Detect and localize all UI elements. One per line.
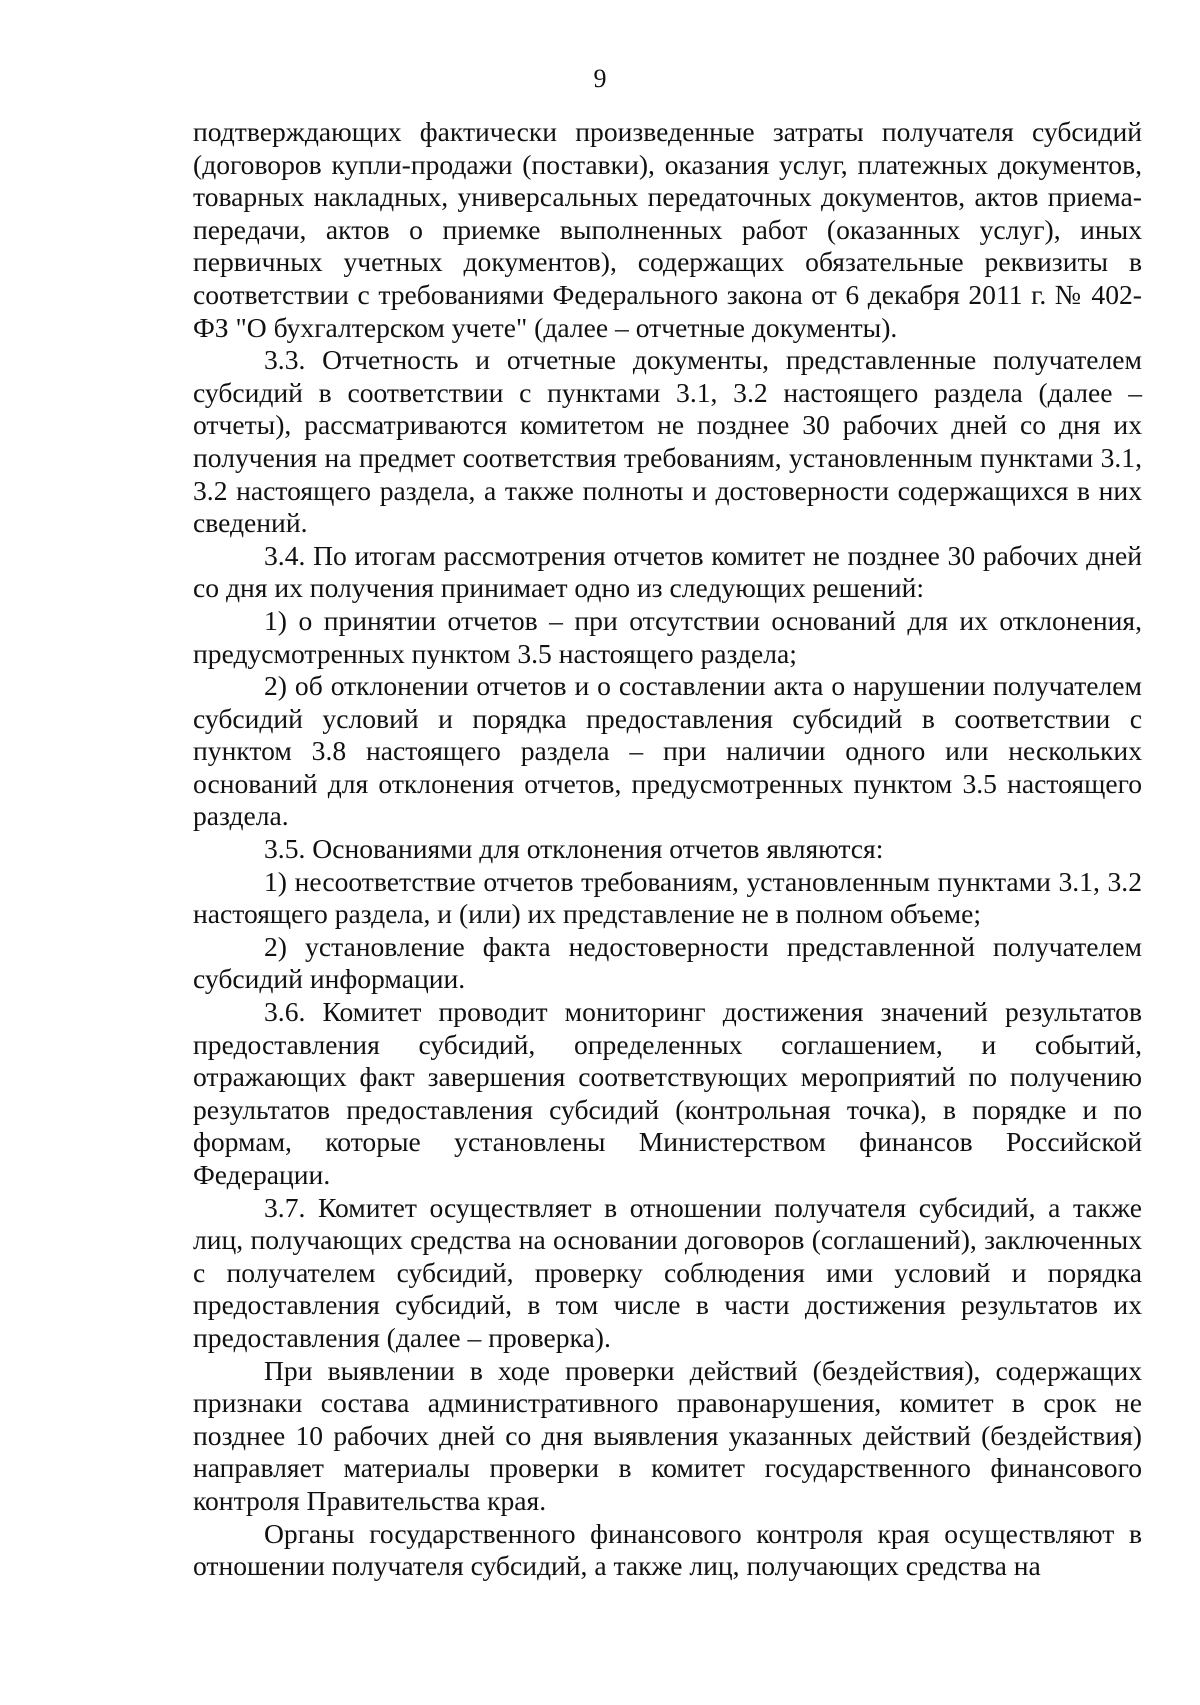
paragraph-3-7-violations: При выявлении в ходе проверки действий (бездействия), содержащих признаки состава административного правонарушения, комитет в срок не позднее 10 рабочих дней со дня выявления указанных действий (бездействия) направляет материалы проверки в комитет государственного финансового контроля Правительства края.: [193, 1354, 1142, 1516]
paragraph-continuation: подтверждающих фактически произведенные затраты получателя субсидий (договоров купли-продажи (поставки), оказания услуг, платежных документов, товарных накладных, универсальных передаточных документов, актов приема-передачи, актов о приемке выполненных работ (оказанных услуг), иных первичных учетных документов), содержащих обязательные реквизиты в соответствии с требованиями Федерального закона от 6 декабря 2011 г. № 402-ФЗ "О бухгалтерском учете" (далее – отчетные документы).: [193, 116, 1142, 343]
paragraph-3-4-item-2: 2) об отклонении отчетов и о составлении акта о нарушении получателем субсидий условий и порядка предоставления субсидий в соответствии с пунктом 3.8 настоящего раздела – при наличии одного или нескольких оснований для отклонения отчетов, предусмотренных пунктом 3.5 настоящего раздела.: [193, 670, 1142, 832]
paragraph-3-4: 3.4. По итогам рассмотрения отчетов комитет не позднее 30 рабочих дней со дня их получения принимает одно из следующих решений:: [193, 539, 1142, 604]
paragraph-3-5-item-2: 2) установление факта недостоверности представленной получателем субсидий информации.: [193, 930, 1142, 995]
paragraph-3-3: 3.3. Отчетность и отчетные документы, представленные получателем субсидий в соответствии с пунктами 3.1, 3.2 настоящего раздела (далее – отчеты), рассматриваются комитетом не позднее 30 рабочих дней со дня их получения на предмет соответствия требованиям, установленным пунктами 3.1, 3.2 настоящего раздела, а также полноты и достоверности содержащихся в них сведений.: [193, 344, 1142, 539]
paragraph-3-5-item-1: 1) несоответствие отчетов требованиям, установленным пунктами 3.1, 3.2 настоящего раздела, и (или) их представление не в полном объеме;: [193, 865, 1142, 930]
paragraph-3-6: 3.6. Комитет проводит мониторинг достижения значений результатов предоставления субсидий, определенных соглашением, и событий, отражающих факт завершения соответствующих мероприятий по получению результатов предоставления субсидий (контрольная точка), в порядке и по формам, которые установлены Министерством финансов Российской Федерации.: [193, 996, 1142, 1190]
paragraph-3-7: 3.7. Комитет осуществляет в отношении получателя субсидий, а также лиц, получающих средства на основании договоров (соглашений), заключенных с получателем субсидий, проверку соблюдения ими условий и порядка предоставления субсидий, в том числе в части достижения результатов их предоставления (далее – проверка).: [193, 1191, 1142, 1353]
document-body: [193, 116, 1142, 1583]
paragraph-3-4-item-1: 1) о принятии отчетов – при отсутствии оснований для их отклонения, предусмотренных пунктом 3.5 настоящего раздела;: [193, 604, 1142, 669]
paragraph-3-5: 3.5. Основаниями для отклонения отчетов являются:: [264, 833, 884, 865]
paragraph-3-7-control-bodies: Органы государственного финансового контроля края осуществляют в отношении получателя субсидий, а также лиц, получающих средства на: [193, 1517, 1142, 1582]
page-number: 9: [593, 64, 607, 93]
